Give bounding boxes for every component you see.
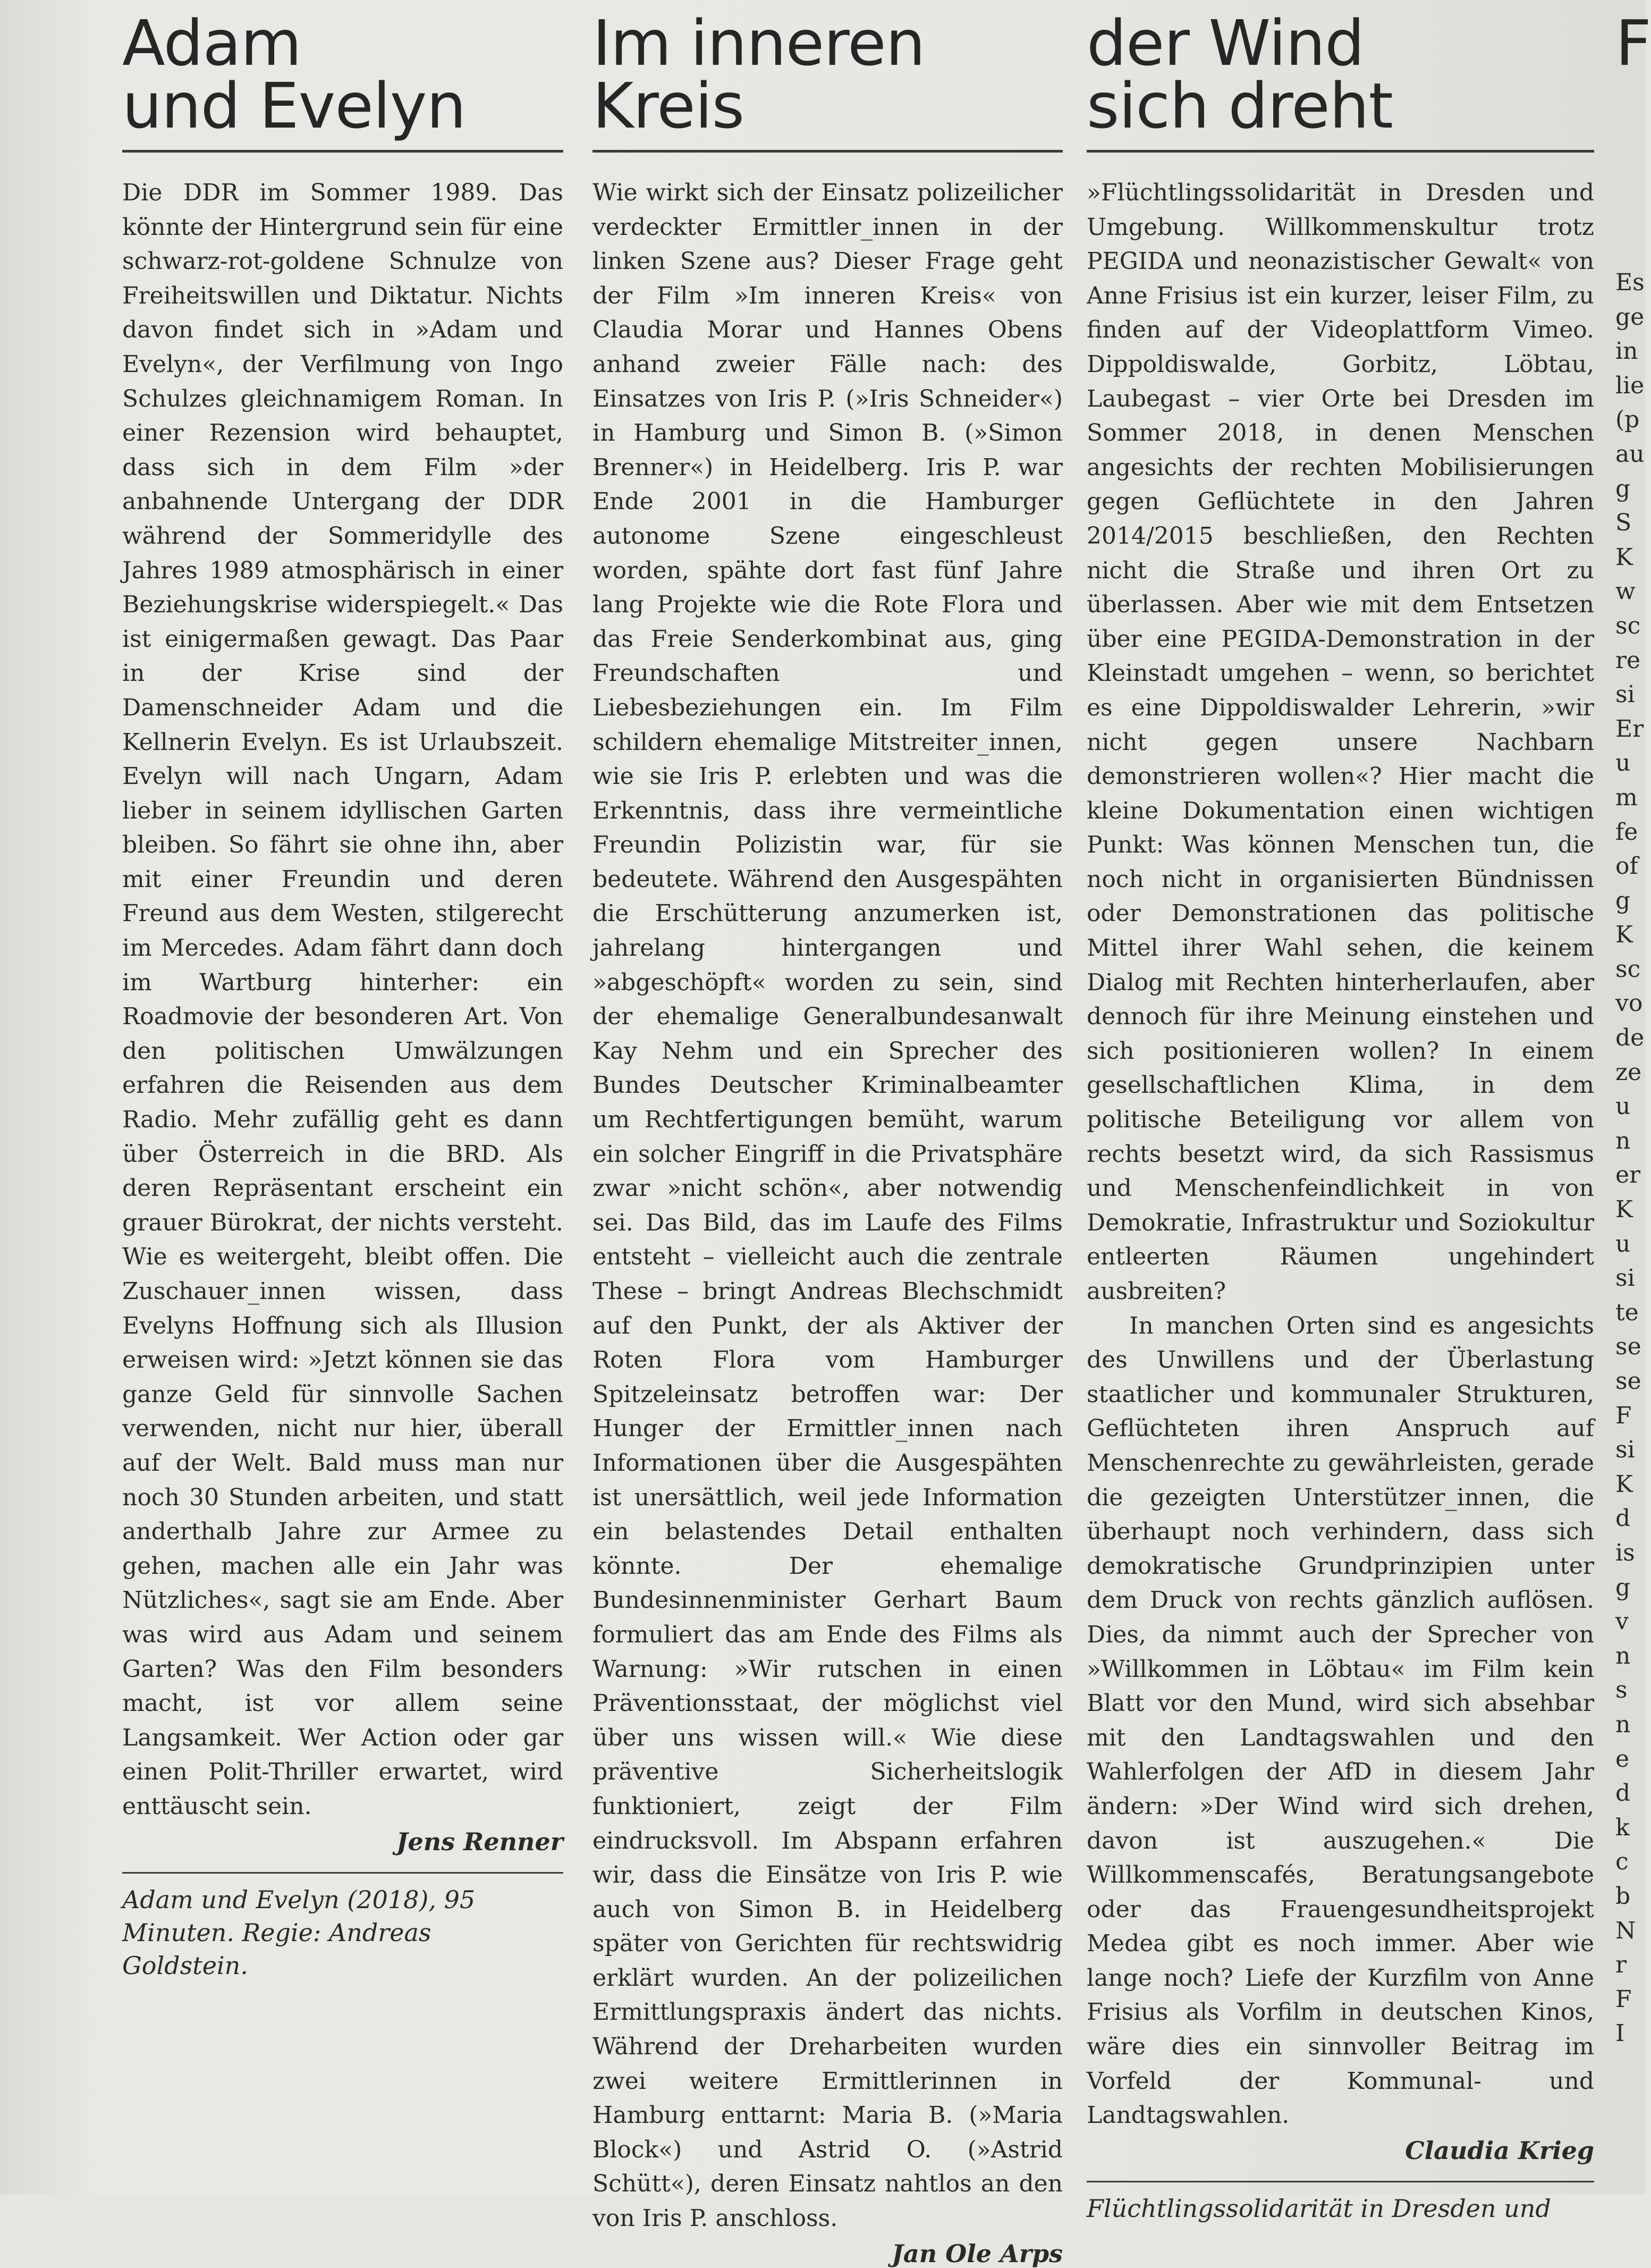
article-body bbox=[1087, 176, 1594, 2133]
author-byline: Jan Ole Arps bbox=[892, 2239, 1063, 2268]
film-credit: Flüchtlingssolidarität in Dresden und bbox=[1087, 2194, 1551, 2223]
article-body bbox=[592, 176, 1063, 2236]
film-credit: Adam und Evelyn (2018), 95 Minuten. Regie: Andreas Goldstein. bbox=[122, 1885, 476, 1980]
cut-off-text-fragments: Es ge in lie (p au g S K w sc re si Er u m fe of g K sc vo de ze u n er K u si te se se F si K d is g v n s n e d k c b N r F I bbox=[1615, 269, 1645, 2047]
headline bbox=[592, 0, 1063, 142]
headline-rule bbox=[122, 150, 563, 153]
article-body bbox=[122, 176, 563, 1824]
headline-line: Kreis bbox=[592, 69, 744, 142]
article-der-wind-sich-dreht bbox=[1087, 0, 1594, 2225]
headline-line: der Wind bbox=[1087, 6, 1365, 80]
paragraph: Wie wirkt sich der Einsatz polizeilicher verdeckter Ermittler_innen in der linken Szene aus? Dieser Frage geht der Film »Im inneren Kreis« von Claudia Morar und Hannes Obens anhand zweier Fälle nach: des Einsatzes von Iris P. (»Iris Schneider«) in Hamburg und Simon B. (»Simon Brenner«) in Heidelberg. Iris P. war Ende 2001 in die Hamburger autonome Szene eingeschleust worden, spähte dort fast fünf Jahre lang Projekte wie die Rote Flora und das Freie Senderkombinat aus, ging Freundschaften und Liebesbeziehungen ein. Im Film schildern ehemalige Mitstreiter_innen, wie sie Iris P. erlebten und was die Erkenntnis, dass ihre vermeintliche Freundin Polizistin war, für sie bedeutete. Während den Ausgespähten die Erschütterung anzumerken ist, jahrelang hintergangen und »abgeschöpft« worden zu sein, sind der ehemalige Generalbundesanwalt Kay Nehm und ein Sprecher des Bundes Deutscher Kriminalbeamter um Rechtfertigungen bemüht, warum ein solcher Eingriff in die Privatsphäre zwar »nicht schön«, aber notwendig sei. Das Bild, das im Laufe des Films entsteht – vielleicht auch die zentrale These – bringt Andreas Blechschmidt auf den Punkt, der als Aktiver der Roten Flora vom Hamburger Spitzeleinsatz betroffen war: Der Hunger der Ermittler_innen nach Informationen über die Ausgespähten ist unersättlich, weil jede Information ein belastendes Detail enthalten könnte. Der ehemalige Bundesinnenminister Gerhart Baum formuliert das am Ende des Films als Warnung: »Wir rutschen in einen Präventionsstaat, der möglichst viel über uns wissen will.« Wie diese präventive Sicherheitslogik funktioniert, zeigt der Film eindrucksvoll. Im Abspann erfahren wir, dass die Einsätze von Iris P. wie auch von Simon B. in Heidelberg später von Gerichten für rechtswidrig erklärt wurden. An der polizeilichen Ermittlungspraxis ändert das nichts. Während der Dreharbeiten wurden zwei weitere Ermittlerinnen in Hamburg enttarnt: Maria B. (»Maria Block«) und Astrid O. (»Astrid Schütt«), deren Einsatz nahtlos an den von Iris P. anschloss. bbox=[592, 179, 1063, 2232]
headline-line: Im inneren bbox=[592, 6, 925, 80]
article-im-inneren-kreis bbox=[592, 0, 1063, 2268]
article-adam-und-evelyn bbox=[122, 0, 563, 1982]
headline-line: sich dreht bbox=[1087, 69, 1393, 142]
credit-rule bbox=[1087, 2181, 1594, 2182]
headline-rule bbox=[1087, 150, 1594, 153]
paragraph: »Flüchtlingssolidarität in Dresden und Umgebung. Willkommenskultur trotz PEGIDA und neonazistischer Gewalt« von Anne Frisius ist ein kurzer, leiser Film, zu finden auf der Videoplattform Vimeo. Dippoldiswalde, Gorbitz, Löbtau, Laubegast – vier Orte bei Dresden im Sommer 2018, in denen Menschen angesichts der rechten Mobilisierungen gegen Geflüchtete in den Jahren 2014/2015 beschließen, den Rechten nicht die Straße und ihren Ort zu überlassen. Aber wie mit dem Entsetzen über eine PEGIDA-Demonstration in der Kleinstadt umgehen – wenn, so berichtet es eine Dippoldiswalder Lehrerin, »wir nicht gegen unsere Nachbarn demonstrieren wollen«? Hier macht die kleine Dokumentation einen wichtigen Punkt: Was können Menschen tun, die noch nicht in organisierten Bündnissen oder Demonstrationen das politische Mittel ihrer Wahl sehen, die keinem Dialog mit Rechten hinterherlaufen, aber dennoch für ihre Meinung einstehen und sich positionieren wollen? In einem gesellschaftlichen Klima, in dem politische Beteiligung vor allem von rechts besetzt wird, da sich Rassismus und Menschenfeindlichkeit in von Demokratie, Infrastruktur und Soziokultur entleerten Räumen ungehindert ausbreiten? bbox=[1087, 179, 1594, 1305]
headline-rule bbox=[592, 150, 1063, 153]
author-byline: Claudia Krieg bbox=[1405, 2136, 1594, 2165]
author-byline: Jens Renner bbox=[396, 1827, 563, 1856]
headline bbox=[1615, 0, 1651, 80]
headline-line: F bbox=[1615, 6, 1651, 80]
credit-rule bbox=[122, 1872, 563, 1874]
article-fragment-right-edge bbox=[1615, 0, 1651, 2051]
headline-line: Adam bbox=[122, 6, 301, 80]
headline bbox=[122, 0, 563, 142]
paragraph: In manchen Orten sind es angesichts des Unwillens und der Überlastung staatlicher und kommunaler Strukturen, Geflüchteten ihren Anspruch auf Menschenrechte zu gewährleisten, gerade die gezeigten Unterstützer_innen, die überhaupt noch verhindern, dass sich demokratische Grundprinzipien unter dem Druck von rechts gänzlich auflösen. Dies, da nimmt auch der Sprecher von »Willkommen in Löbtau« im Film kein Blatt vor den Mund, wird sich absehbar mit den Landtagswahlen und den Wahlerfolgen der AfD in diesem Jahr ändern: »Der Wind wird sich drehen, davon ist auszugehen.« Die Willkommenscafés, Beratungsangebote oder das Frauengesundheitsprojekt Medea gibt es noch immer. Aber wie lange noch? Liefe der Kurzfilm von Anne Frisius als Vorfilm in deutschen Kinos, wäre dies ein sinnvoller Beitrag im Vorfeld der Kommunal- und Landtagswahlen. bbox=[1087, 1312, 1594, 2129]
headline bbox=[1087, 0, 1594, 142]
paragraph: Die DDR im Sommer 1989. Das könnte der Hintergrund sein für eine schwarz-rot-goldene Schnulze von Freiheitswillen und Diktatur. Nichts davon findet sich in »Adam und Evelyn«, der Verfilmung von Ingo Schulzes gleichnamigem Roman. In einer Rezension wird behauptet, dass sich in dem Film »der anbahnende Untergang der DDR während der Sommeridylle des Jahres 1989 atmosphärisch in einer Beziehungskrise widerspiegelt.« Das ist einigermaßen gewagt. Das Paar in der Krise sind der Damenschneider Adam und die Kellnerin Evelyn. Es ist Urlaubszeit. Evelyn will nach Ungarn, Adam lieber in seinem idyllischen Garten bleiben. So fährt sie ohne ihn, aber mit einer Freundin und deren Freund aus dem Westen, stilgerecht im Mercedes. Adam fährt dann doch im Wartburg hinterher: ein Roadmovie der besonderen Art. Von den politischen Umwälzungen erfahren die Reisenden aus dem Radio. Mehr zufällig geht es dann über Österreich in die BRD. Als deren Repräsentant erscheint ein grauer Bürokrat, der nichts versteht. Wie es weitergeht, bleibt offen. Die Zuschauer_innen wissen, dass Evelyns Hoffnung sich als Illusion erweisen wird: »Jetzt können sie das ganze Geld für sinnvolle Sachen verwenden, nicht nur hier, überall auf der Welt. Bald muss man nur noch 30 Stunden arbeiten, und statt anderthalb Jahre zur Armee zu gehen, machen alle ein Jahr was Nützliches«, sagt sie am Ende. Aber was wird aus Adam und seinem Garten? Was den Film besonders macht, ist vor allem seine Langsamkeit. Wer Action oder gar einen Polit-Thriller erwartet, wird enttäuscht sein. bbox=[122, 179, 563, 1820]
headline-line: und Evelyn bbox=[122, 69, 466, 142]
